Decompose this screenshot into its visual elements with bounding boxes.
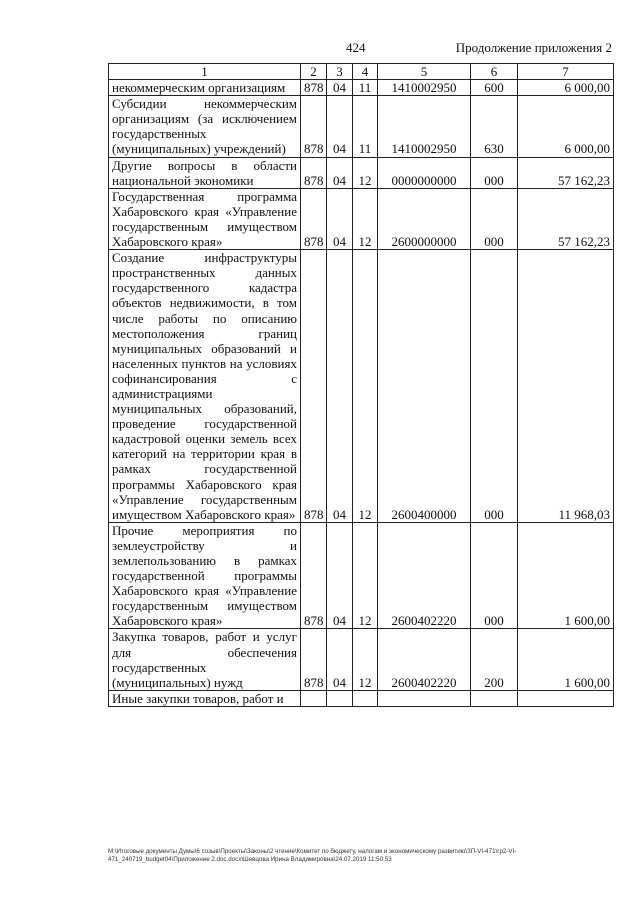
- row-subsection: 12: [353, 522, 378, 629]
- table-row: [109, 629, 614, 690]
- row-name: Государственная программа Хабаровского края «Управление государственным имуществом Хабаровского края»: [109, 188, 301, 249]
- table-row: [109, 80, 614, 96]
- row-code-admin: 878: [301, 157, 327, 188]
- column-header-7: 7: [518, 64, 614, 80]
- row-amount: 6 000,00: [518, 80, 614, 96]
- page-number: 424: [346, 40, 366, 55]
- row-amount: 1 600,00: [518, 629, 614, 690]
- row-code-admin: 878: [301, 80, 327, 96]
- row-subsection: 12: [353, 250, 378, 523]
- column-header-2: 2: [301, 64, 327, 80]
- row-target-article: 2600402220: [378, 629, 471, 690]
- row-code-admin: 878: [301, 96, 327, 157]
- row-amount: 11 968,03: [518, 250, 614, 523]
- row-section: 04: [327, 188, 353, 249]
- row-expense-type: [471, 690, 518, 706]
- row-subsection: 12: [353, 629, 378, 690]
- row-expense-type: 000: [471, 157, 518, 188]
- row-code-admin: 878: [301, 250, 327, 523]
- row-target-article: 2600400000: [378, 250, 471, 523]
- column-header-3: 3: [327, 64, 353, 80]
- row-expense-type: 000: [471, 250, 518, 523]
- column-header-5: 5: [378, 64, 471, 80]
- row-subsection: [353, 690, 378, 706]
- row-expense-type: 630: [471, 96, 518, 157]
- row-code-admin: [301, 690, 327, 706]
- table-header-row: [109, 64, 614, 80]
- row-name: Создание инфраструктуры пространственных данных государственного кадастра объектов недвижимости, в том числе работы по описанию местоположения границ муниципальных образований и населенных пунктов на условиях софинансирования с администрациями муниципальных образований, проведение государственной кадастровой оценки земель всех категорий на территории края в рамках государственной программы Хабаровского края «Управление государственным имуществом Хабаровского края»: [109, 250, 301, 523]
- column-header-4: 4: [353, 64, 378, 80]
- row-target-article: 2600402220: [378, 522, 471, 629]
- row-subsection: 12: [353, 188, 378, 249]
- row-amount: 1 600,00: [518, 522, 614, 629]
- row-name: Закупка товаров, работ и услуг для обеспечения государственных (муниципальных) нужд: [109, 629, 301, 690]
- table-row: [109, 96, 614, 157]
- column-header-6: 6: [471, 64, 518, 80]
- row-expense-type: 000: [471, 188, 518, 249]
- row-section: 04: [327, 522, 353, 629]
- row-code-admin: 878: [301, 188, 327, 249]
- row-subsection: 12: [353, 157, 378, 188]
- row-target-article: 0000000000: [378, 157, 471, 188]
- row-code-admin: 878: [301, 629, 327, 690]
- table-row: [109, 250, 614, 523]
- row-amount: 57 162,23: [518, 157, 614, 188]
- row-section: 04: [327, 80, 353, 96]
- row-subsection: 11: [353, 80, 378, 96]
- row-expense-type: 200: [471, 629, 518, 690]
- row-section: 04: [327, 250, 353, 523]
- row-expense-type: 000: [471, 522, 518, 629]
- table-row: [109, 157, 614, 188]
- row-name: Иные закупки товаров, работ и: [109, 690, 301, 706]
- row-target-article: 1410002950: [378, 80, 471, 96]
- row-section: 04: [327, 96, 353, 157]
- row-name: Прочие мероприятия по землеустройству и землепользованию в рамках государственной программы Хабаровского края «Управление государственным имуществом Хабаровского края»: [109, 522, 301, 629]
- budget-table: [108, 63, 614, 707]
- row-name: Другие вопросы в области национальной экономики: [109, 157, 301, 188]
- row-section: [327, 690, 353, 706]
- row-amount: 6 000,00: [518, 96, 614, 157]
- column-header-1: 1: [109, 64, 301, 80]
- row-target-article: 1410002950: [378, 96, 471, 157]
- row-expense-type: 600: [471, 80, 518, 96]
- table-row: [109, 690, 614, 706]
- continuation-label: Продолжение приложения 2: [455, 40, 612, 55]
- row-amount: [518, 690, 614, 706]
- row-amount: 57 162,23: [518, 188, 614, 249]
- row-target-article: [378, 690, 471, 706]
- table-row: [109, 188, 614, 249]
- row-subsection: 11: [353, 96, 378, 157]
- row-name: Субсидии некоммерческим организациям (за исключением государственных (муниципальных) учреждений): [109, 96, 301, 157]
- file-path-footer: М:\Итоговые документы Думы\6 созыв\Проекты\Законы\2 чтение\Комитет по бюджету, налогам и экономическому развитию\ЗП-VI-471\гр2-VI-471_240719_budget04\Приложение 2.doc.docx\Шевцова Ирина Владимировна\24.07.2019 11:50:53: [108, 848, 517, 863]
- row-name: некоммерческим организациям: [109, 80, 301, 96]
- row-code-admin: 878: [301, 522, 327, 629]
- row-section: 04: [327, 157, 353, 188]
- row-section: 04: [327, 629, 353, 690]
- row-target-article: 2600000000: [378, 188, 471, 249]
- table-row: [109, 522, 614, 629]
